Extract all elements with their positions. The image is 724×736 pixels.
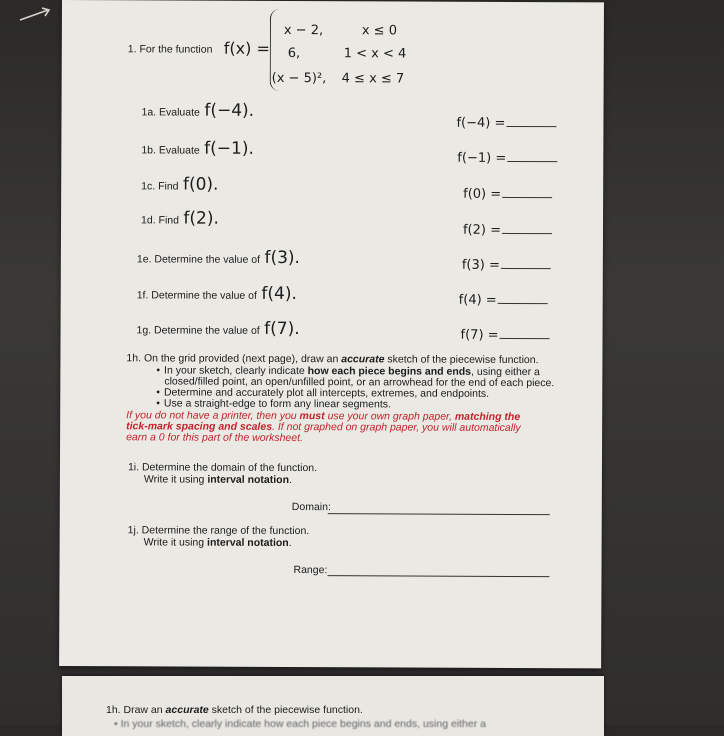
part-1b: 1b. Evaluate f(−1). [141, 138, 254, 159]
part-1i-prompt: 1i. Determine the domain of the function. [127, 461, 318, 475]
part-1h-bullet-1-cont: closed/filled point, an open/unfilled point, or an arrowhead for the end of each piece. [164, 375, 555, 390]
piece-1-cond: x ≤ 0 [361, 23, 398, 39]
piece-2-cond: 1 < x < 4 [343, 46, 407, 62]
part-1c: 1c. Find f(0). [141, 174, 219, 195]
range-answer-line[interactable] [327, 575, 549, 577]
worksheet-page [59, 0, 604, 668]
part-1j-instruction: Write it using interval notation. [143, 536, 292, 550]
answer-1g[interactable]: f(7) = [461, 328, 550, 343]
page2-bullet: • In your sketch, clearly indicate how each piece begins and ends, using either a [114, 718, 486, 730]
answer-1d[interactable]: f(2) = [463, 223, 552, 238]
part-1h-warning-1: If you do not have a printer, then you must use your own graph paper, matching the [126, 409, 521, 424]
part-1e: 1e. Determine the value of f(3). [136, 247, 301, 269]
piece-3-cond: 4 ≤ x ≤ 7 [341, 71, 405, 87]
next-worksheet-page [62, 676, 604, 736]
page2-heading: 1h. Draw an accurate sketch of the piecewise function. [106, 704, 363, 716]
answer-1e[interactable]: f(3) = [462, 258, 551, 273]
pencil-mark-icon [18, 6, 54, 24]
part-1d: 1d. Find f(2). [141, 208, 219, 229]
answer-1c[interactable]: f(0) = [463, 187, 552, 202]
domain-answer-line[interactable] [328, 513, 550, 515]
domain-label: Domain: [291, 501, 331, 514]
part-1i-instruction: Write it using interval notation. [143, 473, 292, 487]
part-1a: 1a. Evaluate f(−4). [141, 100, 255, 121]
part-1g: 1g. Determine the value of f(7). [136, 318, 300, 340]
part-1h-bullet-2: • Determine and accurately plot all intercepts, extremes, and endpoints. [156, 386, 489, 399]
part-1h-intro: 1h. On the grid provided (next page), draw an accurate sketch of the piecewise function. [126, 352, 539, 367]
question-1-prefix: 1. For the function [127, 43, 213, 56]
part-1h-bullet-3: • Use a straight-edge to form any linear segments. [156, 397, 391, 410]
answer-1b[interactable]: f(−1) = [457, 151, 557, 166]
piece-3-expr: (x − 5)², [271, 70, 327, 87]
piece-1-expr: x − 2, [283, 22, 324, 39]
part-1f: 1f. Determine the value of f(4). [136, 283, 297, 305]
answer-1a[interactable]: f(−4) = [456, 116, 556, 131]
range-label: Range: [293, 564, 328, 577]
part-1h-warning-3: earn a 0 for this part of the worksheet. [126, 431, 303, 445]
part-1h-warning-2: tick-mark spacing and scales. If not graphed on graph paper, you will automatically [126, 420, 521, 435]
part-1j-prompt: 1j. Determine the range of the function. [127, 524, 310, 538]
function-name: f(x) = [223, 38, 270, 58]
answer-1f[interactable]: f(4) = [459, 293, 548, 308]
piece-2-expr: 6, [287, 45, 301, 62]
part-1h-bullet-1: • In your sketch, clearly indicate how each piece begins and ends, using either a [156, 364, 540, 378]
